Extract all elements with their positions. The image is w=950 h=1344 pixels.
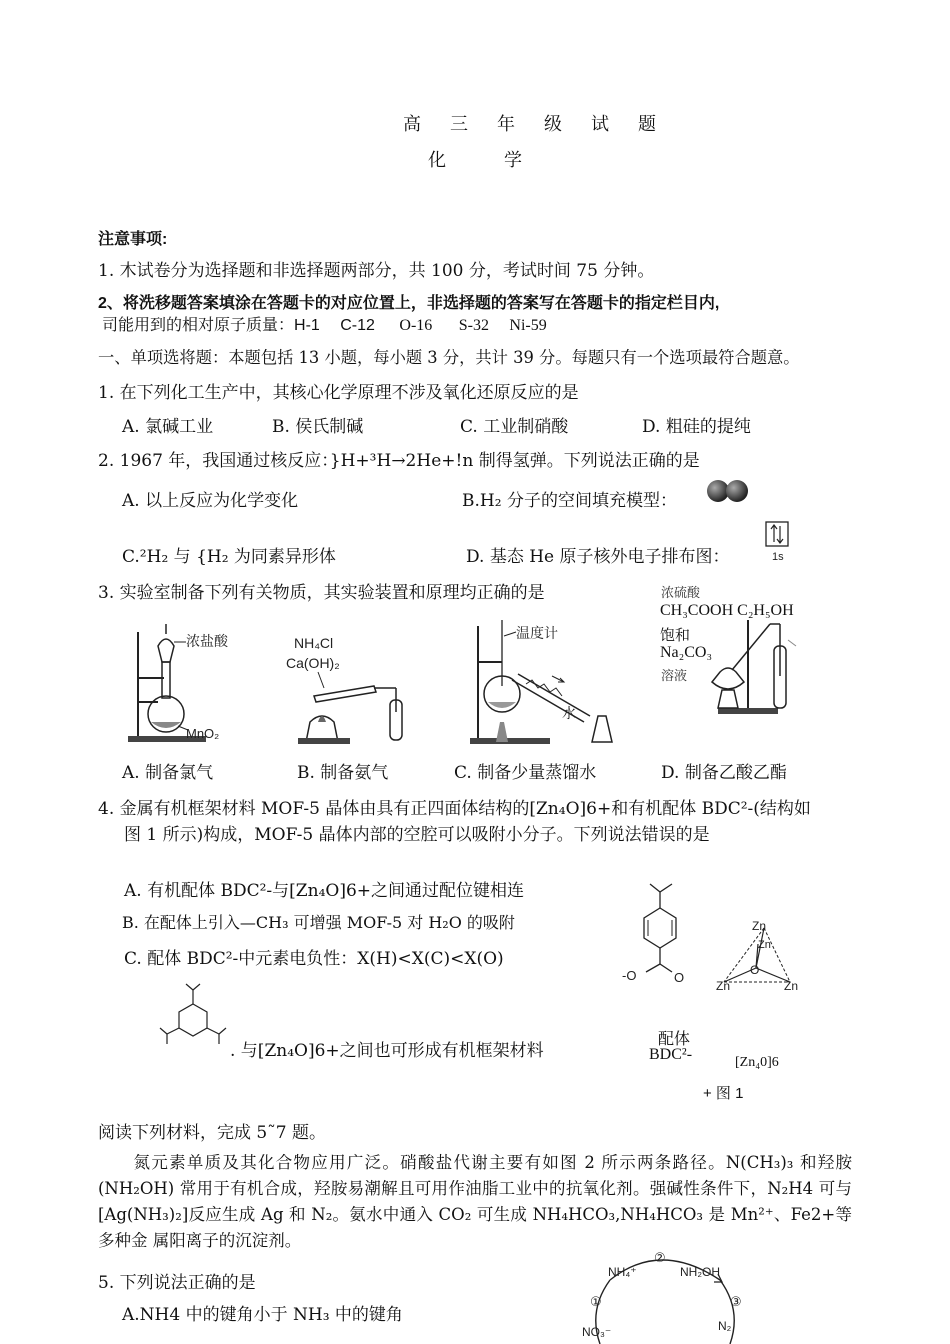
mass-c: C-12 [340,317,375,334]
figure-1-bdc-label: BDC²- [649,1046,693,1063]
q2-stem: 2. 1967 年，我国通过核反应：}H+³H→2He+!n 制得氢弹。下列说法正确的是 [98,451,700,471]
o-label-center: O [750,963,760,977]
figure-1-caption: + 图 1 [703,1085,744,1102]
q3-option-c: C. 制备少量蒸馏水 [454,763,597,783]
apparatus-a-mno2: MnO₂ [186,726,220,741]
exam-title: 高 三 年 级 试 题 [403,114,669,134]
btc-ligand-structure [150,974,236,1060]
apparatus-b-label-2: Ca(OH)₂ [286,655,340,671]
q2-option-d: D. 基态 He 原子核外电子排布图： [466,547,730,567]
subject-title: 化 学 [428,150,542,170]
zn-label-center: Zn [758,939,771,951]
section-heading: 一、单项选将题：本题包括 13 小题，每小题 3 分，共计 39 分。每题只有一个选项最符合题意。 [98,348,800,367]
apparatus-d-label-4: Na₂CO₃ [660,644,713,661]
reading-intro: 阅读下列材料，完成 5˜7 题。 [98,1123,326,1143]
apparatus-a-chlorine [124,622,264,746]
apparatus-c-label: 温度计 [516,625,558,641]
fig2-nh2oh: NH₂OH [680,1265,720,1279]
svg-text:-O: -O [622,968,637,983]
q1-option-c: C. 工业制硝酸 [460,417,569,437]
q4-stem-line-2: 图 1 所示)构成，MOF-5 晶体内部的空腔可以吸附小分子。下列说法错误的是 [124,825,710,845]
apparatus-a-label: 浓盐酸 [186,633,228,649]
apparatus-d-label-5: 溶液 [661,668,688,683]
q3-option-b: B. 制备氨气 [297,763,389,783]
q5-stem: 5. 下列说法正确的是 [98,1273,256,1293]
mass-o: O-16 [399,317,433,334]
q1-option-a: A. 氯碱工业 [122,417,214,437]
fig2-n2: N₂ [718,1319,732,1333]
q3-option-d: D. 制备乙酸乙酯 [661,763,787,783]
q4-option-d: . 与[Zn₄O]6+之间也可形成有机框架材料 [230,1041,544,1061]
orbital-1s-label: 1s [772,551,784,563]
apparatus-d-label-3: 饱和 [660,627,691,644]
apparatus-b-label-1: NH₄Cl [294,635,334,651]
q4-option-c: C. 配体 BDC²-中元素电负性：X(H)<X(C)<X(O) [124,949,504,969]
q4-option-a: A. 有机配体 BDC²-与[Zn₄O]6+之间通过配位键相连 [124,881,525,901]
notice-item-2: 2、将洗移题答案填涂在答题卡的对应位置上，非选择题的答案写在答题卡的指定栏目内, [98,295,720,312]
notice-item-1: 1. 木试卷分为选择题和非选择题两部分，共 100 分，考试时间 75 分钟。 [98,261,655,281]
apparatus-c-water: 水 [562,705,576,721]
q3-stem: 3. 实验室制备下列有关物质，其实验装置和原理均正确的是 [98,583,545,603]
apparatus-b-ammonia [284,630,414,746]
q2-option-c: C.²H₂ 与 {H₂ 为同素异形体 [122,547,336,567]
fig2-step-1: ① [590,1294,602,1309]
figure-1-ligand-label: 配体 [658,1029,691,1048]
figure-1-cluster-label: [Zn₄0]6 [735,1055,779,1070]
q1-stem: 1. 在下列化工生产中，其核心化学原理不涉及氧化还原反应的是 [98,383,579,403]
q1-option-b: B. 侯氏制碱 [272,417,364,437]
notice-heading: 注意事项: [98,231,168,248]
h2-space-filling-model [702,478,754,504]
q4-option-b: B. 在配体上引入—CH₃ 可增强 MOF-5 对 H₂O 的吸附 [122,913,515,932]
fig2-step-2: ② [654,1250,666,1265]
figure-1-structures [612,872,812,1002]
apparatus-c-distillation [466,618,626,748]
zn-label-left: Zn [716,979,731,993]
figure-2-nitrogen-cycle [570,1240,750,1344]
masses-label: 司能用到的相对原子质量： [102,317,295,334]
zn-label-top: Zn [752,919,767,933]
he-orbital-diagram [763,520,793,564]
mass-h: H-1 [294,317,320,334]
mass-ni: Ni-59 [509,317,547,334]
q2-option-b: B.H₂ 分子的空间填充模型： [462,491,677,511]
mass-s: S-32 [458,317,489,334]
reading-paragraph: 氮元素单质及其化合物应用广泛。硝酸盐代谢主要有如图 2 所示两条路径。N(CH₃)₃ 和羟胺 (NH₂OH) 常用于有机合成，羟胺易潮解且可用作油脂工业中的抗氧化剂。强碱性条件下，N₂H4 可与 [Ag(NH₃)₂]反应生成 Ag 和 N₂。氨水中通入 CO₂ 可生成 NH₄HCO₃,NH₄HCO₃ 是 Mn²⁺、Fe2+等多种金 属阳离子的沉淀剂。 [98,1153,852,1250]
zn-label-right: Zn [784,979,799,993]
q5-option-a: A.NH4 中的键角小于 NH₃ 中的键角 [122,1305,403,1325]
fig2-step-3: ③ [730,1294,742,1309]
apparatus-d-label-1: 浓硫酸 [661,585,701,600]
q1-option-d: D. 粗硅的提纯 [642,417,751,437]
fig2-nh4: NH₄⁺ [608,1265,637,1279]
apparatus-d-label-2: CH₃COOH C₂H₅OH [660,602,794,619]
svg-text:O: O [674,970,685,985]
atomic-masses [102,312,547,335]
fig2-no3: NO₃⁻ [582,1325,612,1339]
q2-option-a: A. 以上反应为化学变化 [122,491,299,511]
q3-option-a: A. 制备氯气 [122,763,214,783]
apparatus-d-ethyl-acetate [698,616,828,716]
q4-stem-line-1: 4. 金属有机框架材料 MOF-5 晶体由具有正四面体结构的[Zn₄O]6+和有机配体 BDC²-(结构如 [98,799,811,819]
